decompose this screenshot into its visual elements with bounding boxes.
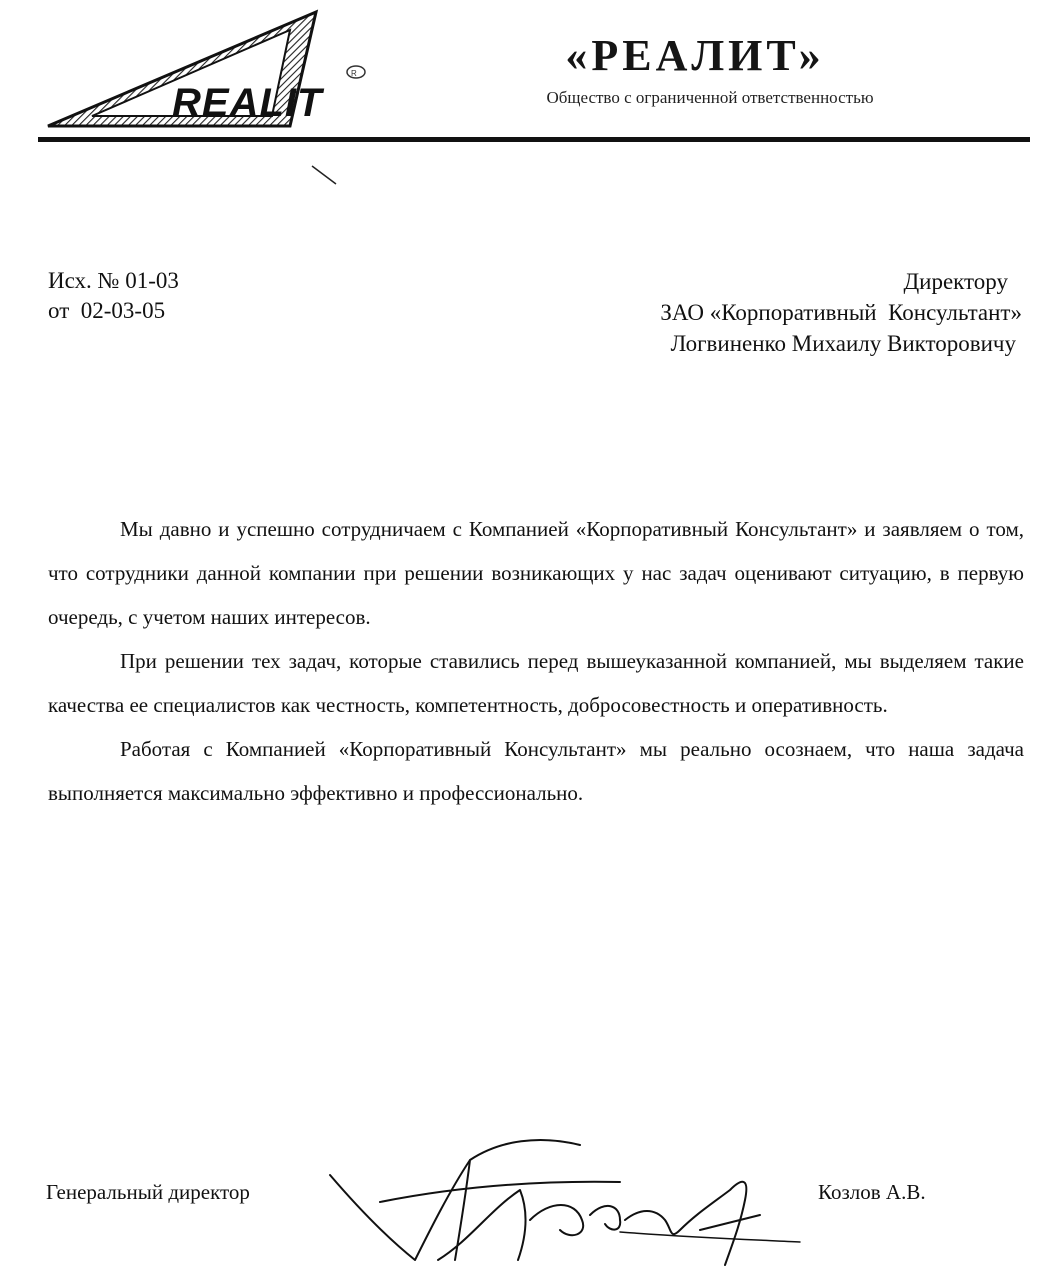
svg-text:REALIT: REALIT	[172, 81, 323, 125]
recipient-organization: ЗАО «Корпоративный Консультант»	[660, 300, 1022, 325]
letter-body	[48, 507, 1024, 815]
realit-logo	[40, 8, 380, 138]
company-name: «РЕАЛИТ»	[565, 31, 825, 80]
body-paragraph: При решении тех задач, которые ставились перед вышеуказанной компанией, мы выделяем такие качества ее специалистов как честность, компетентность, добросовестность и оперативность.	[48, 649, 1024, 717]
recipient-name: Логвиненко Михаилу Викторовичу	[670, 331, 1016, 356]
company-subtitle: Общество с ограниченной ответственностью	[546, 88, 874, 107]
recipient-block	[462, 266, 1022, 359]
handwritten-signature	[320, 1120, 820, 1270]
outgoing-reference	[48, 266, 179, 326]
recipient-title: Директору	[903, 269, 1008, 294]
reference-date: от 02-03-05	[48, 298, 166, 323]
svg-text:R: R	[351, 69, 357, 78]
header-rule	[38, 137, 1030, 142]
reference-number: Исх. № 01-03	[48, 268, 179, 293]
stray-pen-mark	[310, 160, 340, 190]
signatory-position: Генеральный директор	[46, 1180, 250, 1204]
body-paragraph: Мы давно и успешно сотрудничаем с Компанией «Корпоративный Консультант» и заявляем о том, что сотрудники данной компании при решении возникающих у нас задач оценивают ситуацию, в первую очередь, с учетом наших интересов.	[48, 517, 1024, 629]
signer-name: Козлов А.В.	[818, 1180, 926, 1204]
body-paragraph: Работая с Компанией «Корпоративный Консультант» мы реально осознаем, что наша задача выполняется максимально эффективно и профессионально.	[48, 737, 1024, 805]
